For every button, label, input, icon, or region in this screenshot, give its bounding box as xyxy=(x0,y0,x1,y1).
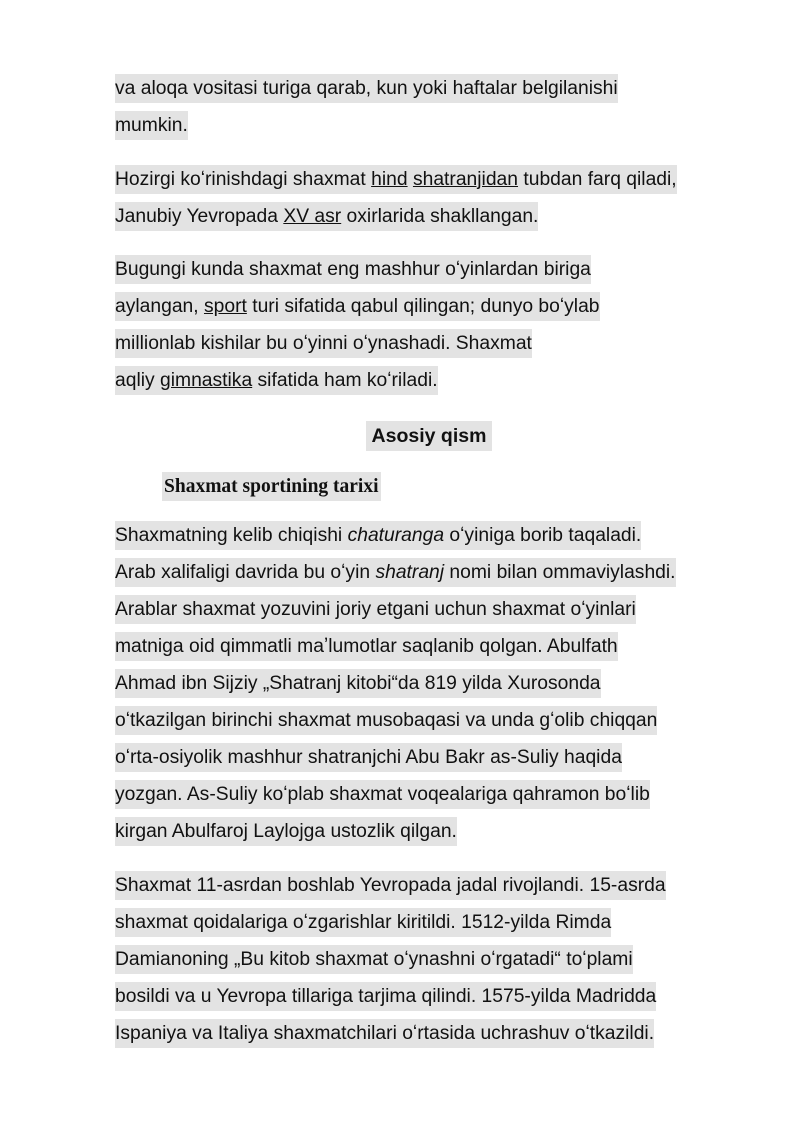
paragraph-line: Bugungi kunda shaxmat eng mashhur oʻyinlardan biriga xyxy=(115,251,600,288)
paragraph-line: oʻtkazilgan birinchi shaxmat musobaqasi va unda gʻolib chiqqan xyxy=(115,702,676,739)
link-xv-asr[interactable]: XV asr xyxy=(283,206,342,227)
paragraph-1 xyxy=(115,70,618,144)
paragraph-line: Janubiy Yevropada XV asr oxirlarida shakllangan. xyxy=(115,198,677,235)
link-hind[interactable]: hind xyxy=(371,169,408,190)
paragraph-line: bosildi va u Yevropa tillariga tarjima qilindi. 1575-yilda Madridda xyxy=(115,978,666,1015)
paragraph-line: aqliy gimnastika sifatida ham koʻriladi. xyxy=(115,362,600,399)
paragraph-line: millionlab kishilar bu oʻyinni oʻynashadi. Shaxmat xyxy=(115,325,600,362)
paragraph-line: Hozirgi koʻrinishdagi shaxmat hind shatranjidan tubdan farq qiladi, xyxy=(115,161,677,198)
paragraph-3 xyxy=(115,251,600,399)
paragraph-line: Ahmad ibn Sijziy „Shatranj kitobi“da 819 yilda Xurosonda xyxy=(115,665,676,702)
paragraph-5 xyxy=(115,867,666,1052)
paragraph-line: mumkin. xyxy=(115,107,618,144)
paragraph-line: Shaxmatning kelib chiqishi chaturanga oʻyiniga borib taqaladi. xyxy=(115,517,676,554)
link-sport[interactable]: sport xyxy=(203,296,247,317)
paragraph-line: Damianoning „Bu kitob shaxmat oʻynashni oʻrgatadi“ toʻplami xyxy=(115,941,666,978)
paragraph-line: Arab xalifaligi davrida bu oʻyin shatranj nomi bilan ommaviylashdi. xyxy=(115,554,676,591)
paragraph-2 xyxy=(115,161,677,235)
paragraph-line: kirgan Abulfaroj Laylojga ustozlik qilgan. xyxy=(115,813,676,850)
section-heading: Asosiy qism xyxy=(0,418,800,454)
paragraph-line: va aloqa vositasi turiga qarab, kun yoki haftalar belgilanishi xyxy=(115,70,618,107)
paragraph-line: yozgan. As-Suliy koʻplab shaxmat voqealariga qahramon boʻlib xyxy=(115,776,676,813)
link-shatranj[interactable]: shatranjidan xyxy=(412,169,519,190)
paragraph-line: matniga oid qimmatli maʼlumotlar saqlanib qolgan. Abulfath xyxy=(115,628,676,665)
section-subheading: Shaxmat sportining tarixi xyxy=(162,470,381,504)
link-gimnastika[interactable]: gimnastika xyxy=(160,370,253,391)
paragraph-line: Shaxmat 11-asrdan boshlab Yevropada jadal rivojlandi. 15-asrda xyxy=(115,867,666,904)
paragraph-4 xyxy=(115,517,676,850)
paragraph-line: Arablar shaxmat yozuvini joriy etgani uchun shaxmat oʻyinlari xyxy=(115,591,676,628)
paragraph-line: Ispaniya va Italiya shaxmatchilari oʻrtasida uchrashuv oʻtkazildi. xyxy=(115,1015,666,1052)
paragraph-line: aylangan, sport turi sifatida qabul qilingan; dunyo boʻylab xyxy=(115,288,600,325)
paragraph-line: shaxmat qoidalariga oʻzgarishlar kiritildi. 1512-yilda Rimda xyxy=(115,904,666,941)
paragraph-line: oʻrta-osiyolik mashhur shatranjchi Abu Bakr as-Suliy haqida xyxy=(115,739,676,776)
